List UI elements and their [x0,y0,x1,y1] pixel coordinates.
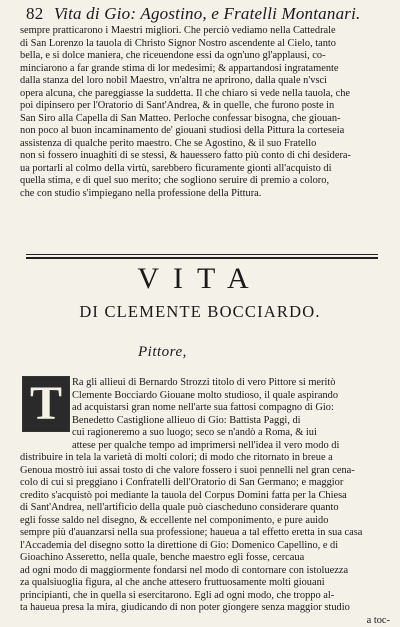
text-line: ua portarli al colmo della virtù, sarebbero ficuramente gionti all'acquisto di [20,163,390,176]
text-line: sempre più d'auanzarsi nella sua professione; haueua a tal effetto eretta in sua casa [20,527,390,540]
running-title: Vita di Gio: Agostino, e Fratelli Montanari. [54,4,361,23]
page-number: 82 [26,4,43,23]
text-line: attese per qualche tempo ad imprimersi nell'idea il vero modo di [72,440,390,453]
text-line: bella, e si dolce maniera, che riceuendone essi da ogn'uno gl'applausi, co- [20,50,390,63]
text-line: sempre pratticarono i Maestri migliori. Che perciò vediamo nella Cattedrale [20,25,390,38]
text-line: minciarono a far grande stima di lor medesimi; & appartandosi ingratamente [20,63,390,76]
top-paragraph [20,25,390,200]
text-line: l'Accademia del disegno sotto la direttione di Gio: Domenico Capellino, e di [20,540,390,553]
text-line: principianti, che in quella si esercitarono. Egli ad ogni modo, che troppo al- [20,590,390,603]
text-line: egli fosse saldo nel disegno, & eccellente nel componimento, e pure auido [20,515,390,528]
text-line: assistenza di qualche perito maestro. Che se Agostino, & il suo Fratello [20,138,390,151]
text-line: dalla stanza del loro nobil Maestro, vn'altra ne aprirono, dalla quale n'vscì [20,75,390,88]
text-line: opera alcuna, che pareggiasse la suddetta. Il che chiaro si vede nella tauola, che [20,88,390,101]
text-line: Genoua mostrò iui assai tosto di che valore fossero i suoi pennelli nel gran cena- [20,465,390,478]
catchword: a toc- [20,615,390,627]
text-line: che con studio s'impiegano nella professione della Pittura. [20,188,390,201]
text-line: credito s'acquistò poi mediante la tauola del Corpus Domini fatta per la Chiesa [20,490,390,503]
text-line: non si fossero inuaghiti di se stessi, & hauessero fatto più conto di chi desidera- [20,150,390,163]
chapter-subtitle: DI CLEMENTE BOCCIARDO. [0,302,400,322]
drop-cap-letter: T [23,377,69,431]
text-line: San Siro alla Capella di San Matteo. Perloche confessar bisogna, che giouan- [20,113,390,126]
text-line: ta haueua presa la mira, giudicando di non poter giongere senza maggior studio [20,602,390,615]
text-line: ad ogni modo di maggiormente fondarsi nel modo di contornare con istoluezza [20,565,390,578]
drop-cap [22,376,70,432]
text-line: di Sant'Andrea, nell'artificio della quale può ciascheduno considerare quanto [20,502,390,515]
text-line: poi dipinsero per l'Oratorio di Sant'Andrea, & in quelle, che furono poste in [20,100,390,113]
text-line: colo di cui si preggiano i Confratelli dell'Oratorio di San Germano; e maggior [20,477,390,490]
section-label: Pittore, [138,344,187,361]
page-header [26,4,386,24]
text-line: za qualsiuoglia figura, al che anche attesero fruttuosamente molti giouani [20,577,390,590]
text-line: quella stima, e di quel suo merito; che sogliono seruire di premio a coloro, [20,175,390,188]
text-line: Benedetto Castiglione allieuo di Gio: Battista Paggi, di [72,415,390,428]
text-line: Clemente Bocciardo Giouane molto studioso, il quale aspirando [72,390,390,403]
chapter-title: VITA [0,256,400,302]
text-line: non poco al buon incaminamento de' giouani studiosi della Pittura la corteseia [20,125,390,138]
text-line: distribuire in tela la varietà di molti colori; di modo che ritornato in breue a [20,452,390,465]
body-paragraph-indented [72,377,390,452]
text-line: Gioachino Asseretto, nella quale, benche maestro egli fosse, cercaua [20,552,390,565]
body-paragraph [20,452,390,627]
text-line: Ra gli allieui di Bernardo Strozzi titolo di vero Pittore si meritò [72,377,390,390]
text-line: ad acquistarsi gran nome nell'arte sua fattosi compagno di Gio: [72,402,390,415]
divider-thin [26,254,378,255]
text-line: cui ragioneremo a suo luogo; seco se n'andò a Roma, & iui [72,427,390,440]
text-line: di San Lorenzo la tauola di Christo Signor Nostro ascendente al Cielo, tanto [20,38,390,51]
